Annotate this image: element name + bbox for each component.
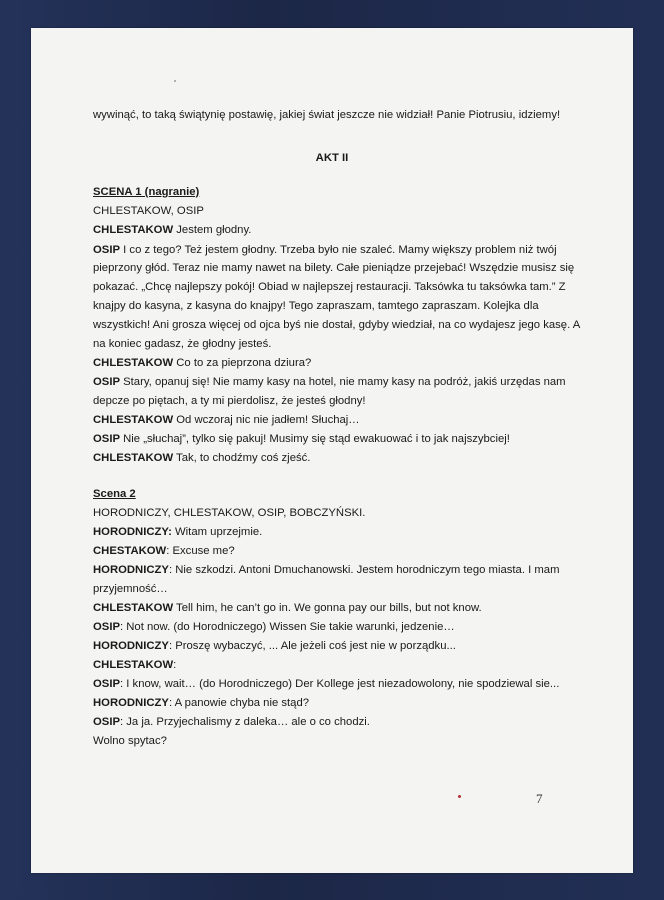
scene-heading bbox=[93, 487, 136, 501]
line-text: : I know, wait… (do Horodniczego) Der Kollege jest niezadowolony, nie spodziewal sie... bbox=[120, 678, 560, 690]
script-line bbox=[93, 394, 366, 408]
speaker-name: OSIP bbox=[93, 621, 120, 633]
line-text: Scena 2 bbox=[93, 488, 136, 500]
speaker-name: CHLESTAKOW bbox=[93, 452, 174, 464]
line-text: Od wczoraj nic nie jadłem! Słuchaj… bbox=[173, 414, 360, 426]
script-line bbox=[93, 639, 456, 653]
line-text: wywinąć, to taką świątynię postawię, jakiej świat jeszcze nie widział! Panie Piotrusiu, idziemy! bbox=[93, 109, 561, 121]
line-text: Co to za pieprzona dziura? bbox=[173, 357, 312, 369]
script-line bbox=[93, 734, 167, 748]
script-line bbox=[93, 413, 360, 427]
speaker-name: HORODNICZY: bbox=[93, 526, 172, 538]
speaker-name: OSIP bbox=[93, 678, 120, 690]
script-line bbox=[93, 506, 365, 520]
script-line bbox=[93, 451, 310, 465]
line-text: pokazać. „Chcę najlepszy pokój! Obiad w najlepszej restauracji. Taksówka tu taksówka tam.” Z bbox=[93, 281, 566, 293]
scene-heading bbox=[93, 185, 199, 199]
line-text: knajpy do kasyna, z kasyna do knajpy! Tego zapraszam, tamtego zapraszam. Kolejka dla bbox=[93, 300, 539, 312]
line-text: depcze po piętach, a ty mi pierdolisz, że jesteś głodny! bbox=[93, 395, 366, 407]
script-line bbox=[93, 261, 574, 275]
dust-speck bbox=[174, 80, 176, 82]
line-text: Nie „słuchaj”, tylko się pakuj! Musimy się stąd ewakuować i to jak najszybciej! bbox=[120, 433, 510, 445]
line-text: wszystkich! Ani grosza więcej od ojca byś nie dostał, gdyby wiedział, na co wydajesz jego kasę. A bbox=[93, 319, 581, 331]
document-page bbox=[31, 28, 633, 873]
speaker-name: CHLESTAKOW bbox=[93, 659, 174, 671]
line-text: : Nie szkodzi. Antoni Dmuchanowski. Jestem horodniczym tego miasta. I mam bbox=[168, 564, 560, 576]
script-line bbox=[93, 280, 566, 294]
page-number: 7 bbox=[536, 791, 543, 806]
speaker-name: HORODNICZY bbox=[93, 697, 169, 709]
speaker-name: CHLESTAKOW bbox=[93, 224, 174, 236]
script-line bbox=[93, 696, 309, 710]
line-text: na koniec gadasz, że głodny jesteś. bbox=[93, 338, 272, 350]
line-text: Tell him, he can’t go in. We gonna pay our bills, but not know. bbox=[173, 602, 482, 614]
speaker-name: HORODNICZY bbox=[93, 564, 169, 576]
act-heading bbox=[31, 151, 633, 165]
line-text: HORODNICZY, CHLESTAKOW, OSIP, BOBCZYŃSKI. bbox=[93, 507, 366, 519]
line-text: Jestem głodny. bbox=[173, 224, 252, 236]
script-line bbox=[93, 525, 262, 539]
script-line bbox=[93, 356, 311, 370]
script-line bbox=[93, 658, 176, 672]
script-line bbox=[93, 223, 251, 237]
script-line bbox=[93, 620, 455, 634]
speaker-name: HORODNICZY bbox=[93, 640, 169, 652]
script-line bbox=[93, 108, 560, 122]
line-text: CHLESTAKOW, OSIP bbox=[93, 205, 204, 217]
speaker-name: CHLESTAKOW bbox=[93, 357, 174, 369]
script-line bbox=[93, 677, 559, 691]
script-line bbox=[93, 601, 482, 615]
script-line bbox=[93, 337, 271, 351]
line-text: pieprzony głód. Teraz nie mamy nawet na bilety. Całe pieniądze przejebać! Wszędzie musisz się bbox=[93, 262, 575, 274]
script-line bbox=[93, 563, 559, 577]
script-line bbox=[93, 204, 204, 218]
line-text: : Not now. (do Horodniczego) Wissen Sie takie warunki, jedzenie… bbox=[120, 621, 455, 633]
line-text: : Excuse me? bbox=[166, 545, 235, 557]
line-text: I co z tego? Też jestem głodny. Trzeba było nie szaleć. Mamy większy problem niż twój bbox=[120, 244, 557, 256]
speaker-name: OSIP bbox=[93, 244, 120, 256]
speaker-name: CHLESTAKOW bbox=[93, 602, 174, 614]
script-line bbox=[93, 243, 557, 257]
line-text: : bbox=[173, 659, 177, 671]
line-text: Wolno spytac? bbox=[93, 735, 167, 747]
script-line bbox=[93, 544, 235, 558]
line-text: SCENA 1 (nagranie) bbox=[93, 186, 200, 198]
speaker-name: CHLESTAKOW bbox=[93, 414, 174, 426]
line-text: Witam uprzejmie. bbox=[171, 526, 263, 538]
ink-dot bbox=[458, 795, 461, 798]
speaker-name: CHESTAKOW bbox=[93, 545, 167, 557]
speaker-name: OSIP bbox=[93, 716, 120, 728]
script-line bbox=[93, 299, 539, 313]
line-text: AKT II bbox=[315, 152, 349, 164]
script-line bbox=[93, 582, 168, 596]
line-text: Tak, to chodźmy coś zjeść. bbox=[173, 452, 311, 464]
script-line bbox=[93, 432, 510, 446]
speaker-name: OSIP bbox=[93, 433, 120, 445]
line-text: : Ja ja. Przyjechalismy z daleka… ale o co chodzi. bbox=[120, 716, 370, 728]
script-line bbox=[93, 318, 580, 332]
line-text: Stary, opanuj się! Nie mamy kasy na hotel, nie mamy kasy na podróż, jakiś urzędas nam bbox=[120, 376, 566, 388]
script-line bbox=[93, 715, 370, 729]
line-text: : Proszę wybaczyć, ... Ale jeżeli coś jest nie w porządku... bbox=[168, 640, 456, 652]
script-line bbox=[93, 375, 566, 389]
speaker-name: OSIP bbox=[93, 376, 120, 388]
line-text: przyjemność… bbox=[93, 583, 168, 595]
line-text: : A panowie chyba nie stąd? bbox=[168, 697, 310, 709]
